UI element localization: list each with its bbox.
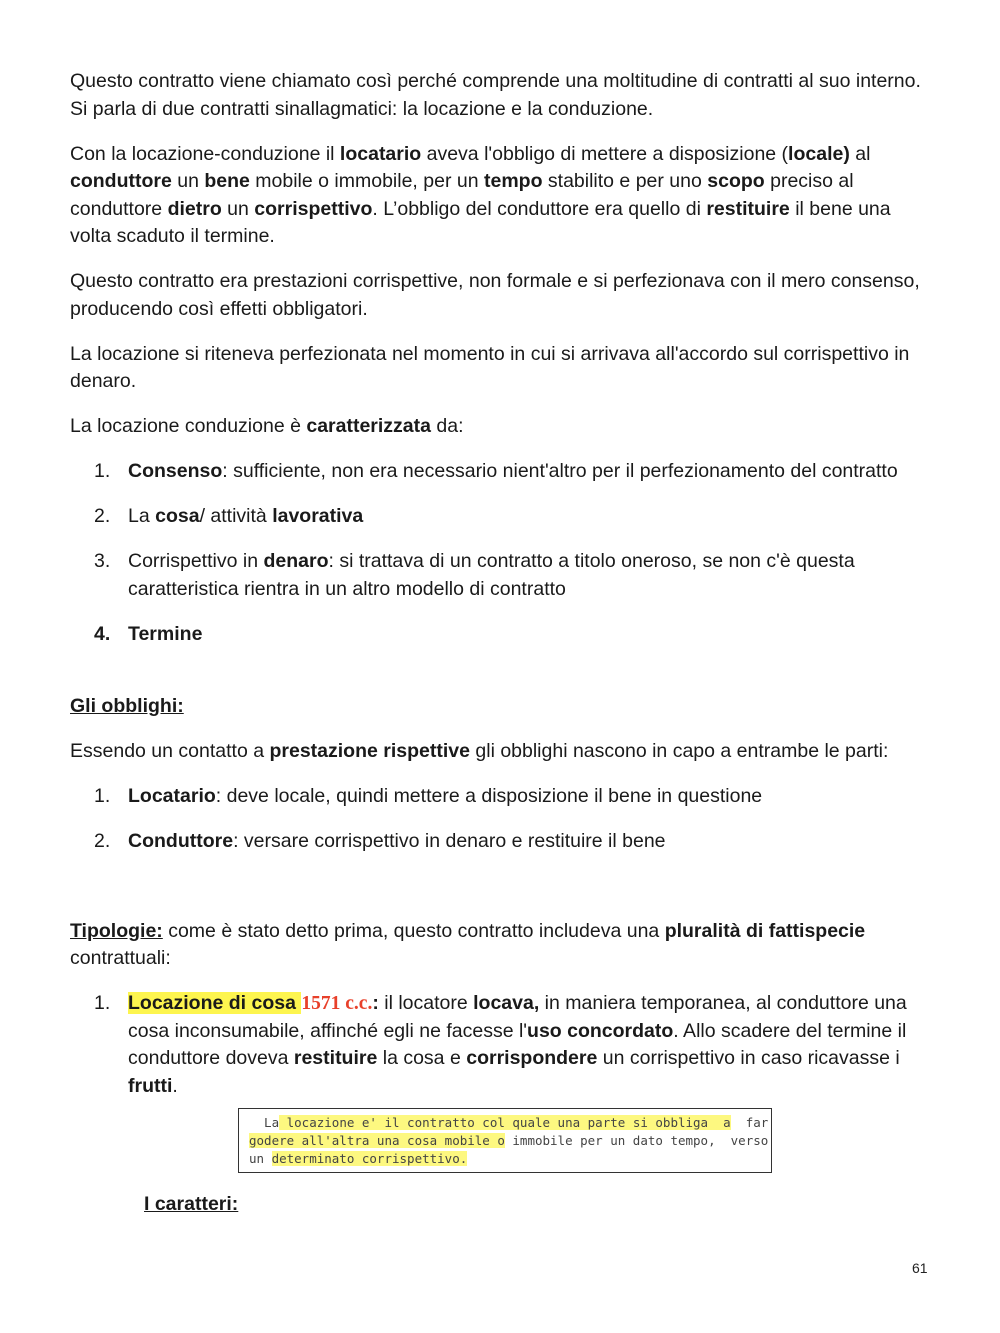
- list-item: 1. Consenso: sufficiente, non era necessario nient'altro per il perfezionamento del contratto: [94, 460, 898, 482]
- tipologie-list: [70, 990, 936, 1100]
- obblighi-list: [70, 783, 936, 856]
- list-item: 2. La cosa/ attività lavorativa: [94, 505, 364, 527]
- spacer: [70, 873, 936, 918]
- paragraph-obblighi-intro: Essendo un contatto a prestazione rispettive gli obblighi nascono in capo a entrambe le parti:: [70, 739, 889, 762]
- heading-obblighi: Gli obblighi:: [70, 694, 184, 717]
- paragraph-intro: Questo contratto viene chiamato così perché comprende una moltitudine di contratti al suo interno. Si parla di due contratti sinallagmatici: la locazione e la conduzione.: [70, 70, 921, 120]
- list-item: 4. Termine: [94, 622, 203, 645]
- highlighted-term: Locazione di cosa: [128, 992, 302, 1014]
- list-item: 1. Locatario: deve locale, quindi mettere a disposizione il bene in questione: [94, 784, 763, 807]
- spacer: [70, 666, 936, 693]
- page-number: 61: [912, 1260, 928, 1276]
- article-reference: 1571 c.c.: [301, 993, 373, 1014]
- list-item: 3. Corrispettivo in denaro: si trattava di un contratto a titolo oneroso, se non c'è questa caratteristica rientra in un altro modello di contratto: [94, 550, 855, 600]
- paragraph-characteristics-intro: La locazione conduzione è caratterizzata da:: [70, 415, 464, 437]
- characteristics-list: [70, 458, 936, 648]
- document-page: [70, 68, 936, 1219]
- subheading-caratteri: I caratteri:: [144, 1193, 239, 1215]
- paragraph-perfection: La locazione si riteneva perfezionata nel momento in cui si arrivava all'accordo sul corrispettivo in denaro.: [70, 342, 910, 392]
- list-item: 2. Conduttore: versare corrispettivo in denaro e restituire il bene: [94, 829, 666, 852]
- paragraph-tipologie: Tipologie: come è stato detto prima, questo contratto includeva una pluralità di fattispecie contrattuali:: [70, 919, 866, 969]
- list-item: 1. Locazione di cosa 1571 c.c.: il locatore locava, in maniera temporanea, al conduttore una cosa inconsumabile, affinché egli ne facesse l'uso concordato. Allo scadere del termine il conduttore doveva restituire la cosa e corrispondere un corrispettivo in caso ricavasse i frutti.: [94, 992, 907, 1097]
- paragraph-nature: Questo contratto era prestazioni corrispettive, non formale e si perfezionava con il mero consenso, producendo così effetti obbligatori.: [70, 270, 920, 320]
- paragraph-definition: Con la locazione-conduzione il locatario aveva l'obbligo di mettere a disposizione (locale) al conduttore un bene mobile o immobile, per un tempo stabilito e per uno scopo preciso al conduttore dietro un corrispettivo. L’obbligo del conduttore era quello di restituire il bene una volta scaduto il termine.: [70, 142, 891, 247]
- article-text-box: La locazione e' il contratto col quale una parte si obbliga a far godere all'altra una cosa mobile o immobile per un dato tempo, verso un determinato corrispettivo.: [238, 1108, 772, 1173]
